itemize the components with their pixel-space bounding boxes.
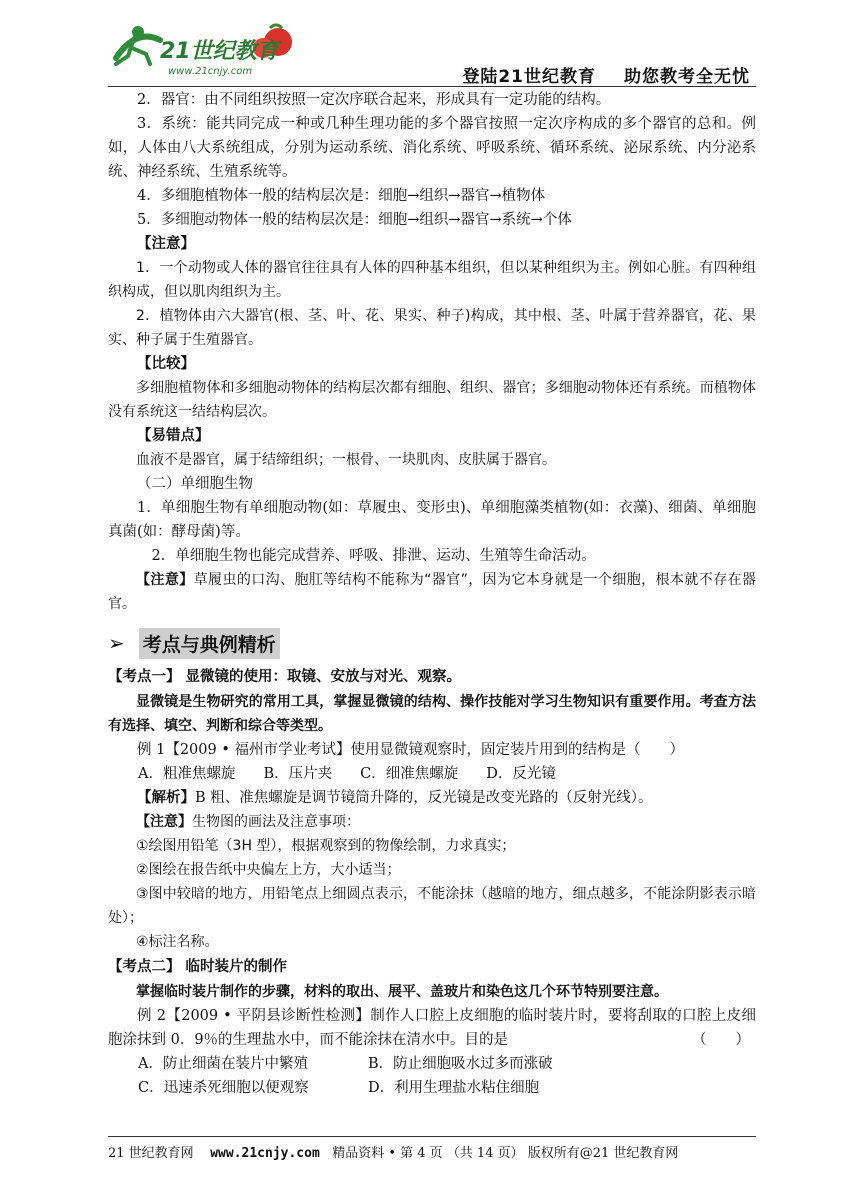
example2: 例 2【2009 • 平阴县诊断性检测】制作人口腔上皮细胞的临时装片时，要将刮取的口腔上皮细胞涂抹到 0．9％的生理盐水中，而不能涂抹在清水中。目的是 （ ） <box>108 1008 756 1048</box>
kp1-note-1: ①绘图用铅笔（3H 型），根据观察到的物像绘制，力求真实； <box>136 838 516 854</box>
note1-heading: 【注意】 <box>137 236 195 252</box>
section-title: 考点与典例精析 <box>139 628 280 659</box>
main-content <box>108 88 756 1100</box>
arrow-icon: ➢ <box>108 631 125 655</box>
example2-options <box>108 1052 756 1100</box>
footer-info: 精品资料 • 第 4 页 （共 14 页） 版权所有@21 世纪教育网 <box>332 1146 679 1161</box>
compare-text: 多细胞植物体和多细胞动物体的结构层次都有细胞、组织、器官；多细胞动物体还有系统。而植物体没有系统这一结结构层次。 <box>108 380 756 420</box>
ex1-option-a: A．粗准焦螺旋 <box>138 766 236 782</box>
ex2-option-c: C．迅速杀死细胞以便观察 <box>138 1080 309 1096</box>
ex2-option-a: A．防止细菌在装片中繁殖 <box>138 1056 308 1072</box>
para-system: 3．系统：能共同完成一种或几种生理功能的多个器官按照一定次序构成的多个器官的总和。例如，人体由八大系统组成，分别为运动系统、消化系统、呼吸系统、循环系统、泌尿系统、内分泌系统、神经系统、生殖系统等。 <box>108 116 756 180</box>
example1: 例 1【2009 • 福州市学业考试】使用显微镜观察时，固定装片用到的结构是（ ） <box>137 742 685 758</box>
header-slogan <box>434 62 750 87</box>
logo-url: www.21cnjy.com <box>168 66 253 77</box>
para-animal-levels: 5．多细胞动物体一般的结构层次是：细胞→组织→器官→系统→个体 <box>137 212 572 228</box>
ex2-option-b: B．防止细胞吸水过多而涨破 <box>368 1056 553 1072</box>
kp1-desc: 显微镜是生物研究的常用工具，掌握显微镜的结构、操作技能对学习生物知识有重要作用。考查方法有选择、填空、判断和综合等类型。 <box>108 694 756 734</box>
kp1-note-2: ②图绘在报告纸中央偏左上方，大小适当； <box>136 862 401 878</box>
note1-item2: 2．植物体由六大器官(根、茎、叶、花、果实、种子)构成，其中根、茎、叶属于营养器官，花、果实、种子属于生殖器官。 <box>108 308 756 348</box>
slogan-login: 登陆21世纪教育 <box>462 67 596 87</box>
footer-url[interactable]: www.21cnjy.com <box>210 1146 320 1161</box>
example1-options <box>108 762 756 786</box>
header-divider <box>108 86 756 87</box>
ex2-option-d: D．利用生理盐水粘住细胞 <box>368 1080 540 1096</box>
kp1-note: 【注意】生物图的画法及注意事项： <box>136 814 360 830</box>
analysis: 【解析】B 粗、准焦螺旋是调节镜筒升降的，反光镜是改变光路的（反射光线）。 <box>137 790 653 806</box>
note2: 【注意】草履虫的口沟、胞肛等结构不能称为“器官”，因为它本身就是一个细胞，根本就不存在器官。 <box>108 572 757 612</box>
slogan-help: 助您教考全无忧 <box>624 67 750 87</box>
footer-site: 21 世纪教育网 <box>108 1146 194 1161</box>
ex1-option-b: B．压片夹 <box>263 766 333 782</box>
para-plant-levels: 4．多细胞植物体一般的结构层次是：细胞→组织→器官→植物体 <box>137 188 546 204</box>
para-organ: 2．器官：由不同组织按照一定次序联合起来，形成具有一定功能的结构。 <box>137 92 611 108</box>
sub2-item1: 1．单细胞生物有单细胞动物(如：草履虫、变形虫)、单细胞藻类植物(如：衣藻)、细菌、单细胞真菌(如：酵母菌)等。 <box>108 500 756 540</box>
kp2-desc: 掌握临时装片制作的步骤，材料的取出、展平、盖玻片和染色这几个环节特别要注意。 <box>136 984 668 1000</box>
error-text: 血液不是器官，属于结缔组织；一根骨、一块肌肉、皮肤属于器官。 <box>136 452 556 468</box>
kp1-note-3: ③图中较暗的地方，用铅笔点上细圆点表示，不能涂抹（越暗的地方，细点越多，不能涂阴影表示暗处）； <box>108 886 756 926</box>
sub2-item2: 2．单细胞生物也能完成营养、呼吸、排泄、运动、生殖等生命活动。 <box>151 548 596 564</box>
logo-text: 21世纪教育 <box>160 39 279 64</box>
page-header <box>108 18 756 88</box>
footer-divider <box>108 1136 756 1137</box>
note1-item1: 1．一个动物或人体的器官往往具有人体的四种基本组织，但以某种组织为主。例如心脏。有四种组织构成，但以肌肉组织为主。 <box>108 260 756 300</box>
site-logo <box>108 18 308 82</box>
ex1-option-c: C．细准焦螺旋 <box>360 766 459 782</box>
section-heading <box>108 626 756 660</box>
kp1-note-4: ④标注名称。 <box>136 934 219 950</box>
error-heading: 【易错点】 <box>137 428 210 444</box>
kp2-title: 【考点二】 临时装片的制作 <box>108 959 288 975</box>
sub2-title: （二）单细胞生物 <box>137 476 253 492</box>
page-footer <box>108 1142 756 1161</box>
compare-heading: 【比较】 <box>137 356 195 372</box>
ex1-option-d: D．反光镜 <box>486 766 556 782</box>
kp1-title: 【考点一】 显微镜的使用：取镜、安放与对光、观察。 <box>108 669 462 685</box>
